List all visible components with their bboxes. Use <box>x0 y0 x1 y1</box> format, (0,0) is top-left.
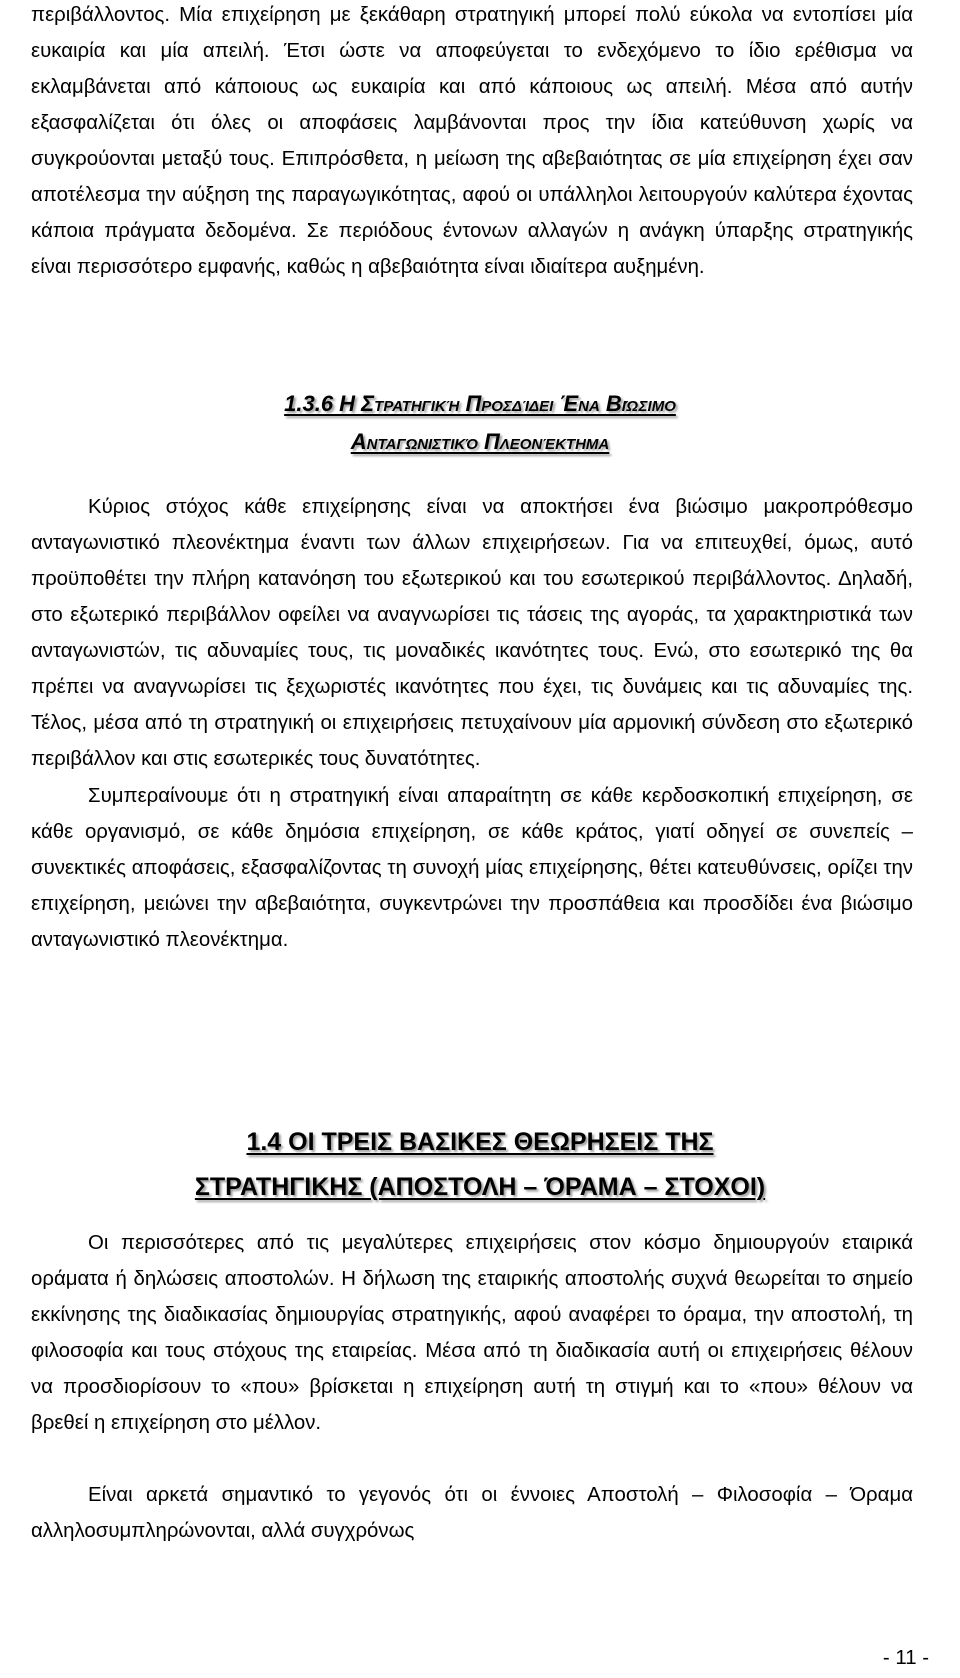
section-heading-1-4-line2: ΣΤΡΑΤΗΓΙΚΗΣ (ΑΠΟΣΤΟΛΗ – ΌΡΑΜΑ – ΣΤΟΧΟΙ) <box>194 1173 766 1201</box>
paragraph-conclusion: Συμπεραίνουμε ότι η στρατηγική είναι απαραίτητη σε κάθε κερδοσκοπική επιχείρηση, σε κάθε οργανισμό, σε κάθε δημόσια επιχείρηση, σε κάθε κράτος, γιατί οδηγεί σε συνεπείς – συνεκτικές αποφάσεις, εξασφαλίζοντας τη συνοχή μίας επιχείρησης, θέτει κατευθύνσεις, ορίζει την επιχείρηση, μειώνει την αβεβαιότητα, συγκεντρώνει την προσπάθεια και προσδίδει ένα βιώσιμο ανταγωνιστικό πλεονέκτημα. <box>31 785 913 951</box>
section-heading-1-3-6-line1: 1.3.6 Η Στρατηγική Προσδίδει Ένα Βιώσιμο <box>284 391 676 416</box>
paragraph-intro-continuation: περιβάλλοντος. Μία επιχείρηση με ξεκάθαρη στρατηγική μπορεί πολύ εύκολα να εντοπίσει μία ευκαιρία και μία απειλή. Έτσι ώστε να αποφεύγεται το ενδεχόμενο το ίδιο ερέθισμα να εκλαμβάνεται από κάποιους ως ευκαιρία και από κάποιους ως απειλή. Μέσα από αυτήν εξασφαλίζεται ότι όλες οι αποφάσεις λαμβάνονται προς την ίδια κατεύθυνση χωρίς να συγκρούονται μεταξύ τους. Επιπρόσθετα, η μείωση της αβεβαιότητας σε μία επιχείρηση έχει σαν αποτέλεσμα την αύξηση της παραγωγικότητας, αφού οι υπάλληλοι λειτουργούν καλύτερα έχοντας κάποια πράγματα δεδομένα. Σε περιόδους έντονων αλλαγών η ανάγκη ύπαρξης στρατηγικής είναι περισσότερο εμφανής, καθώς η αβεβαιότητα είναι ιδιαίτερα αυξημένη. <box>31 4 913 278</box>
section-heading-1-3-6 <box>0 384 960 461</box>
paragraph-corporate-vision: Οι περισσότερες από τις μεγαλύτερες επιχειρήσεις στον κόσμο δημιουργούν εταιρικά οράματα ή δηλώσεις αποστολών. Η δήλωση της εταιρικής αποστολής συχνά θεωρείται το σημείο εκκίνησης της διαδικασίας δημιουργίας στρατηγικής, αφού αναφέρει το όραμα, την αποστολή, τη φιλοσοφία και τους στόχους της εταιρείας. Μέσα από τη διαδικασία αυτή οι επιχειρήσεις θέλουν να προσδιορίσουν το «που» βρίσκεται η επιχείρηση αυτή τη στιγμή και το «που» θέλουν να βρεθεί η επιχείρηση στο μέλλον. <box>31 1232 913 1434</box>
paragraph-competitive-advantage: Κύριος στόχος κάθε επιχείρησης είναι να αποκτήσει ένα βιώσιμο μακροπρόθεσμο ανταγωνιστικό πλεονέκτημα έναντι των άλλων επιχειρήσεων. Για να επιτευχθεί, όμως, αυτό προϋποθέτει την πλήρη κατανόηση του εξωτερικού και του εσωτερικού περιβάλλοντος. Δηλαδή, στο εξωτερικό περιβάλλον οφείλει να αναγνωρίσει τις τάσεις της αγοράς, τα χαρακτηριστικά των ανταγωνιστών, τις αδυναμίες τους, τις μοναδικές ικανότητες τους. Ενώ, στο εσωτερικό της θα πρέπει να αναγνωρίσει τις ξεχωριστές ικανότητες που έχει, τις δυνάμεις και τις αδυναμίες της. Τέλος, μέσα από τη στρατηγική οι επιχειρήσεις πετυχαίνουν μία αρμονική σύνδεση στο εξωτερικό περιβάλλον και στις εσωτερικές τους δυνατότητες. <box>31 496 913 770</box>
section-heading-1-4 <box>0 1120 960 1210</box>
page-number: - 11 - <box>882 1647 929 1669</box>
section-heading-1-4-line1: 1.4 ΟΙ ΤΡΕΙΣ ΒΑΣΙΚΕΣ ΘΕΩΡΗΣΕΙΣ ΤΗΣ <box>246 1128 714 1156</box>
section-heading-1-3-6-line2: Ανταγωνιστικό Πλεονέκτημα <box>350 429 610 454</box>
paragraph-mission-philosophy: Είναι αρκετά σημαντικό το γεγονός ότι οι έννοιες Αποστολή – Φιλοσοφία – Όραμα αλληλοσυμπληρώνονται, αλλά συγχρόνως <box>31 1484 913 1542</box>
